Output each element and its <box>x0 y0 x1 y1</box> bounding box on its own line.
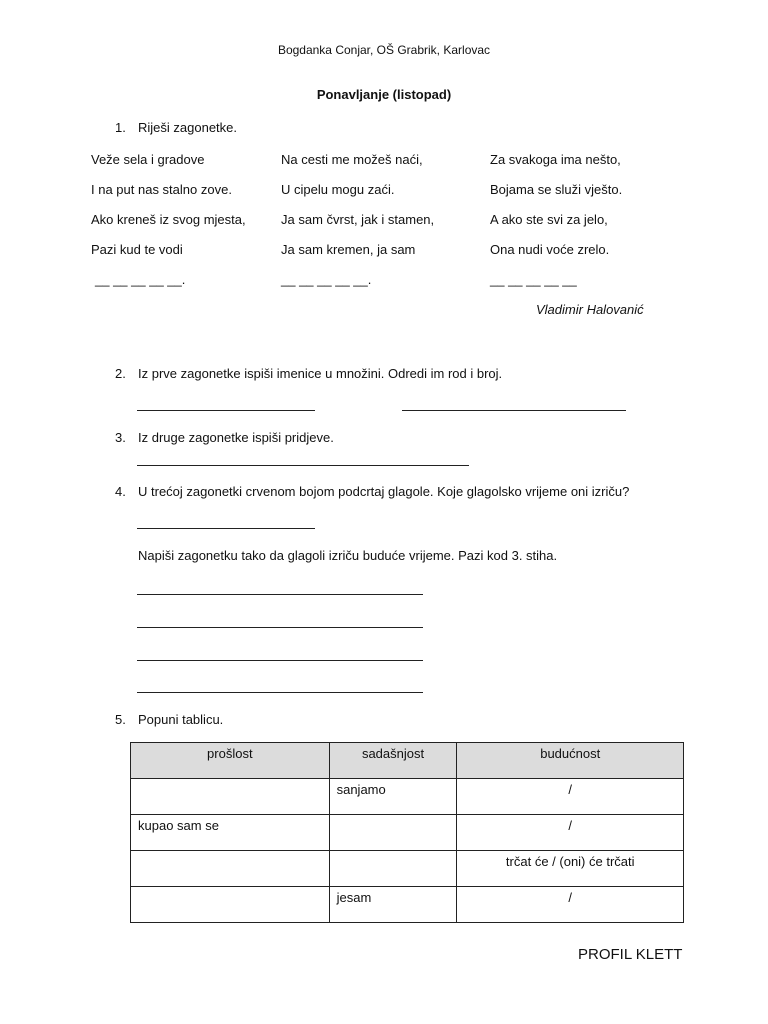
table-cell[interactable] <box>329 815 457 851</box>
riddle-1-line-3: Ako kreneš iz svog mjesta, <box>91 212 246 227</box>
answer-line-3[interactable] <box>137 465 469 466</box>
question-2-text: Iz prve zagonetke ispiši imenice u množini. Odredi im rod i broj. <box>138 366 503 381</box>
table-row <box>131 887 684 923</box>
riddle-2-answer[interactable]: __ __ __ __ __. <box>281 272 372 287</box>
page-title: Ponavljanje (listopad) <box>316 87 452 102</box>
table-cell[interactable] <box>131 779 330 815</box>
question-5-number: 5. <box>115 712 126 727</box>
question-2-number: 2. <box>115 366 126 381</box>
riddle-3-answer[interactable]: __ __ __ __ __ <box>490 272 577 287</box>
riddle-3-line-2: Bojama se služi vješto. <box>490 182 623 197</box>
question-3-number: 3. <box>115 430 126 445</box>
answer-line-2b[interactable] <box>402 410 626 411</box>
riddle-3-line-4: Ona nudi voće zrelo. <box>490 242 610 257</box>
table-cell[interactable]: / <box>457 815 684 851</box>
answer-line-4b[interactable] <box>137 594 423 595</box>
table-cell[interactable]: kupao sam se <box>131 815 330 851</box>
table-cell[interactable] <box>131 887 330 923</box>
verb-tense-table <box>130 742 684 923</box>
table-header-row <box>131 743 684 779</box>
riddle-3-line-3: A ako ste svi za jelo, <box>490 212 608 227</box>
riddle-1-answer[interactable]: __ __ __ __ __. <box>95 272 186 287</box>
riddle-2-line-1: Na cesti me možeš naći, <box>281 152 423 167</box>
riddle-author: Vladimir Halovanić <box>536 302 644 317</box>
table-cell[interactable]: jesam <box>329 887 457 923</box>
answer-line-2a[interactable] <box>137 410 315 411</box>
table-row <box>131 779 684 815</box>
table-cell[interactable]: / <box>457 887 684 923</box>
publisher-footer: PROFIL KLETT <box>578 946 683 963</box>
riddle-1-line-4: Pazi kud te vodi <box>91 242 183 257</box>
table-cell[interactable]: / <box>457 779 684 815</box>
question-4-text: U trećoj zagonetki crvenom bojom podcrtaj glagole. Koje glagolsko vrijeme oni izriču? <box>138 484 630 499</box>
question-3-text: Iz druge zagonetke ispiši pridjeve. <box>138 430 334 445</box>
riddle-3-line-1: Za svakoga ima nešto, <box>490 152 621 167</box>
table-cell[interactable]: sanjamo <box>329 779 457 815</box>
table-header-future: budućnost <box>457 743 684 779</box>
answer-line-4c[interactable] <box>137 627 423 628</box>
table-cell[interactable] <box>329 851 457 887</box>
question-5-text: Popuni tablicu. <box>138 712 224 727</box>
table-header-past: prošlost <box>131 743 330 779</box>
table-row <box>131 815 684 851</box>
question-4-number: 4. <box>115 484 126 499</box>
document-header: Bogdanka Conjar, OŠ Grabrik, Karlovac <box>277 43 491 57</box>
table-header-present: sadašnjost <box>329 743 457 779</box>
table-cell[interactable] <box>131 851 330 887</box>
riddle-2-line-3: Ja sam čvrst, jak i stamen, <box>281 212 435 227</box>
riddle-1-line-2: I na put nas stalno zove. <box>91 182 232 197</box>
answer-line-4a[interactable] <box>137 528 315 529</box>
riddle-2-line-2: U cipelu mogu zaći. <box>281 182 395 197</box>
question-4-subtext: Napiši zagonetku tako da glagoli izriču buduće vrijeme. Pazi kod 3. stiha. <box>138 548 558 563</box>
answer-line-4e[interactable] <box>137 692 423 693</box>
table-row <box>131 851 684 887</box>
question-1-text: Riješi zagonetke. <box>138 120 237 135</box>
riddle-1-line-1: Veže sela i gradove <box>91 152 205 167</box>
table-cell[interactable]: trčat će / (oni) će trčati <box>457 851 684 887</box>
question-1-number: 1. <box>115 120 126 135</box>
riddle-2-line-4: Ja sam kremen, ja sam <box>281 242 416 257</box>
answer-line-4d[interactable] <box>137 660 423 661</box>
